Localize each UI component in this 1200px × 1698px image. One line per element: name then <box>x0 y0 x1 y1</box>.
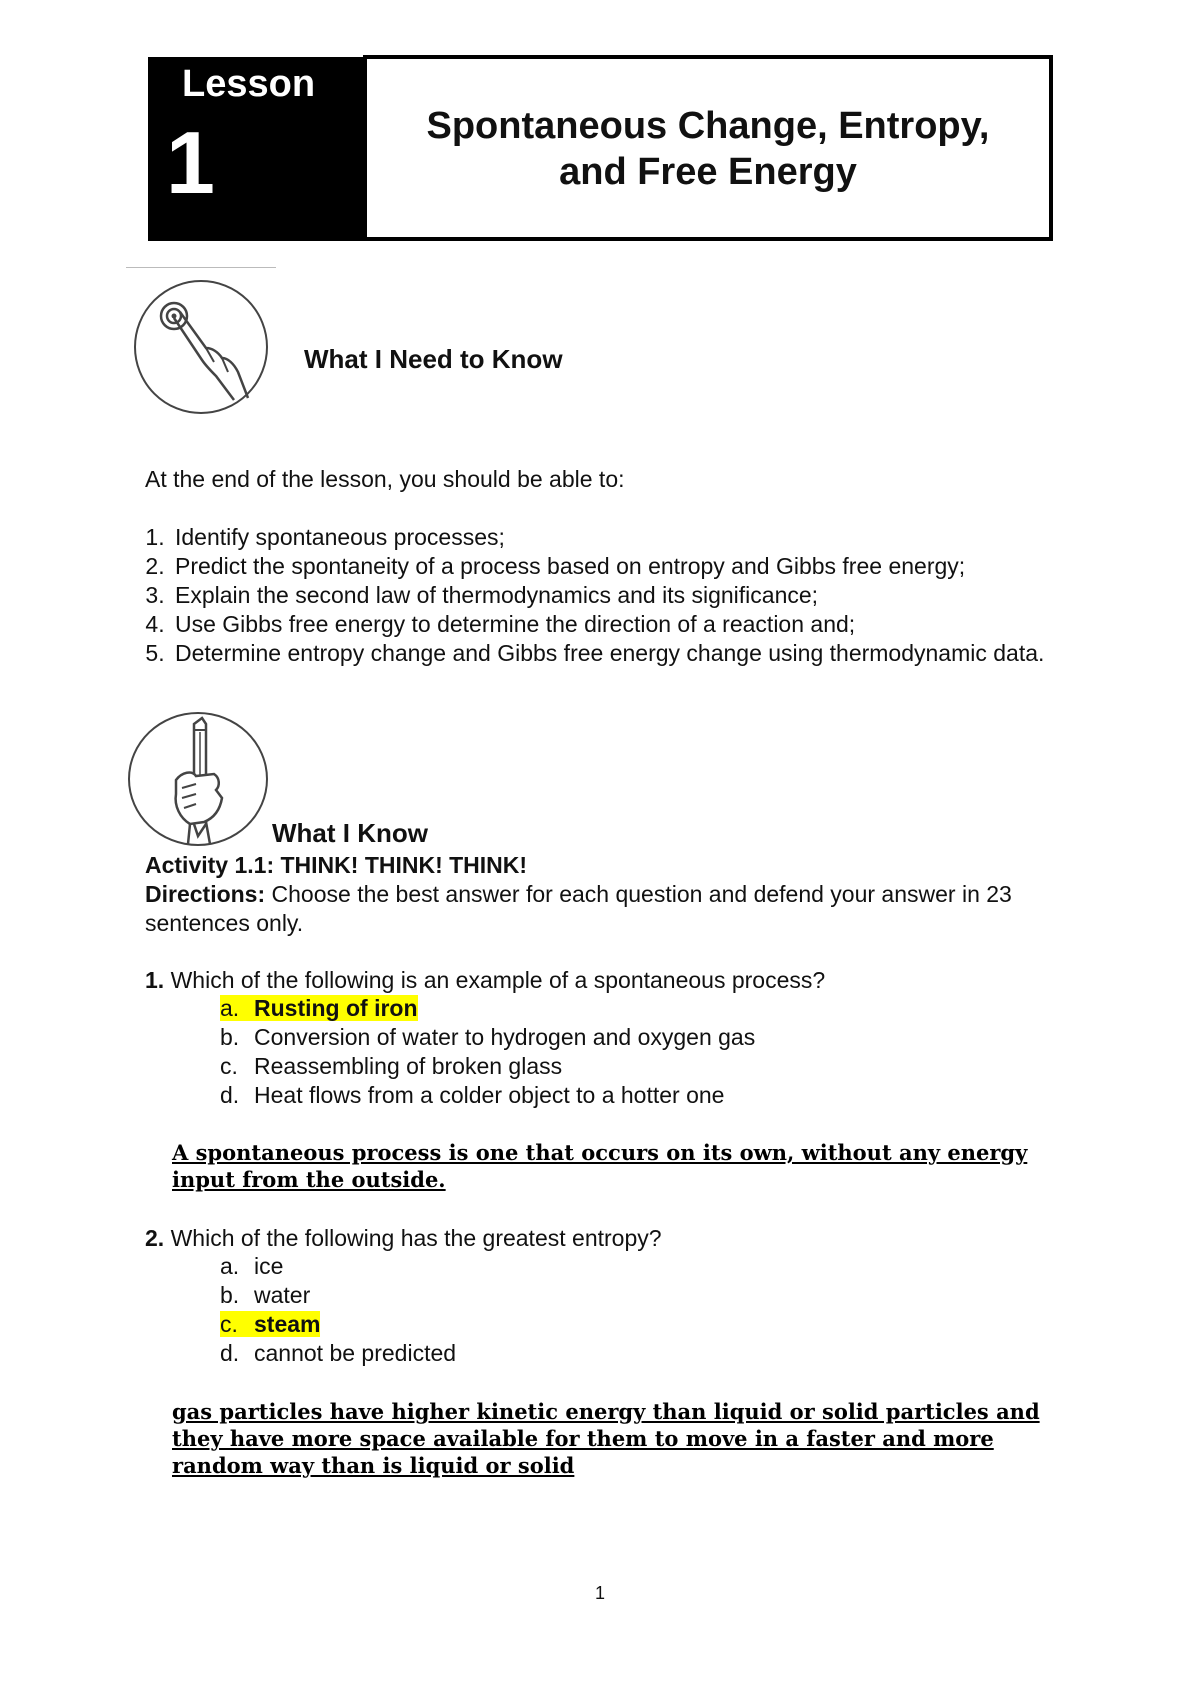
choice-2a[interactable] <box>220 1253 283 1280</box>
choice-letter: a. <box>220 1253 240 1279</box>
need-to-know-heading: What I Need to Know <box>304 344 563 374</box>
divider <box>126 267 276 268</box>
objective-item: 2. Predict the spontaneity of a process based on entropy and Gibbs free energy; <box>171 552 1045 581</box>
choice-1a[interactable] <box>220 995 418 1022</box>
question-number: 2. <box>145 1225 165 1251</box>
choice-text: water <box>254 1282 311 1308</box>
lesson-badge <box>148 57 363 241</box>
choice-2b[interactable] <box>220 1282 310 1309</box>
choice-letter: d. <box>220 1082 240 1108</box>
objective-item: 5. Determine entropy change and Gibbs free energy change using thermodynamic data. <box>171 639 1045 668</box>
directions <box>145 880 1045 938</box>
lesson-title-box <box>363 55 1053 241</box>
lesson-word: Lesson <box>182 63 316 105</box>
choice-letter: b. <box>220 1282 240 1308</box>
choice-2c[interactable] <box>220 1311 320 1338</box>
choice-1c[interactable] <box>220 1053 562 1080</box>
objectives-list <box>145 523 1045 668</box>
choice-2d[interactable] <box>220 1340 456 1367</box>
explanation-2: gas particles have higher kinetic energy than liquid or solid particles and they have more space available for them to move in a faster and more random way than is liquid or solid <box>172 1399 1040 1478</box>
what-i-know-heading: What I Know <box>272 818 428 848</box>
choice-text: Conversion of water to hydrogen and oxygen gas <box>254 1024 756 1050</box>
pencil-hand-icon <box>128 712 268 846</box>
objective-item: 1. Identify spontaneous processes; <box>171 523 1045 552</box>
choice-text: Heat flows from a colder object to a hotter one <box>254 1082 725 1108</box>
explanation-1: A spontaneous process is one that occurs on its own, without any energy input from the outside. <box>172 1140 1028 1192</box>
choice-1d[interactable] <box>220 1082 724 1109</box>
choice-letter: b. <box>220 1024 240 1050</box>
objectives-intro: At the end of the lesson, you should be able to: <box>145 466 625 492</box>
choice-text: ice <box>254 1253 284 1279</box>
choice-text: Reassembling of broken glass <box>254 1053 563 1079</box>
question-text: Which of the following has the greatest entropy? <box>170 1225 662 1251</box>
lesson-title <box>367 103 1049 195</box>
choice-letter: c. <box>220 1053 238 1079</box>
objective-item: 3. Explain the second law of thermodynamics and its significance; <box>171 581 1045 610</box>
lesson-number: 1 <box>166 113 215 212</box>
question-2 <box>145 1224 662 1253</box>
choice-1b[interactable] <box>220 1024 755 1051</box>
question-1 <box>145 966 825 995</box>
activity-title: Activity 1.1: THINK! THINK! THINK! <box>145 852 528 878</box>
choice-letter: d. <box>220 1340 240 1366</box>
choice-text: steam <box>254 1311 321 1337</box>
choice-letter: a. <box>220 995 240 1021</box>
page-number: 1 <box>594 1583 605 1603</box>
choice-letter: c. <box>220 1311 238 1337</box>
lesson-title-line2: and Free Energy <box>559 151 857 193</box>
question-text: Which of the following is an example of a spontaneous process? <box>170 967 826 993</box>
question-number: 1. <box>145 967 165 993</box>
objective-item: 4. Use Gibbs free energy to determine the direction of a reaction and; <box>171 610 1045 639</box>
directions-text: Choose the best answer for each question and defend your answer in 23 sentences only. <box>145 881 1012 936</box>
choice-text: cannot be predicted <box>254 1340 457 1366</box>
choice-text: Rusting of iron <box>254 995 418 1021</box>
lesson-title-line1: Spontaneous Change, Entropy, <box>426 105 990 147</box>
touch-hand-icon <box>134 280 268 414</box>
directions-label: Directions: <box>145 881 266 907</box>
